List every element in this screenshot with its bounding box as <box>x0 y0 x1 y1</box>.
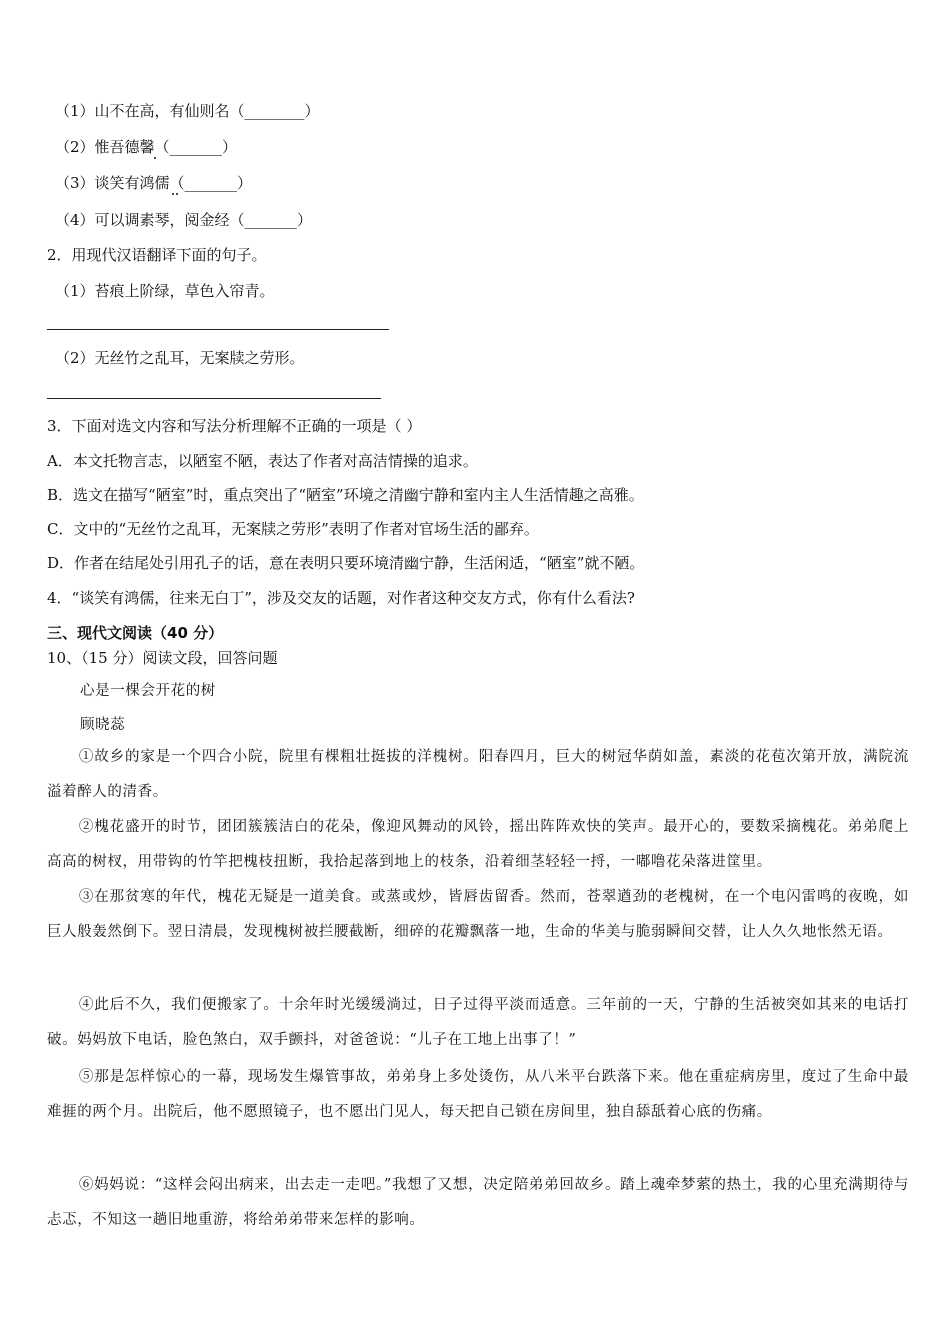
article-title: 心是一棵会开花的树 <box>80 683 216 699</box>
answer-line-1[interactable] <box>47 329 389 330</box>
q3-option-b: B．选文在描写“陋室”时，重点突出了“陋室”环境之清幽宁静和室内主人生活情趣之高雅。 <box>47 486 644 504</box>
article-paragraph-5: ⑤那是怎样惊心的一幕，现场发生爆管事故，弟弟身上多处烫伤，从八米平台跌落下来。他在重症病房里，度过了生命中最难捱的两个月。出院后，他不愿照镜子，也不愿出门见人，每天把自己锁在房间里，独自舔舐着心底的伤痛。 <box>47 1069 909 1120</box>
vocab-item-3: （3）谈笑有鸿儒（_______） <box>55 174 253 192</box>
answer-line-2[interactable] <box>47 398 381 399</box>
q10-stem: 10、（15 分）阅读文段，回答问题 <box>47 649 278 667</box>
q3-option-c: C．文中的“无丝竹之乱耳，无案牍之劳形”表明了作者对官场生活的鄙弃。 <box>47 520 539 538</box>
q4-stem: 4．“谈笑有鸿儒，往来无白丁”，涉及交友的话题，对作者这种交友方式，你有什么看法? <box>47 589 635 607</box>
emphasis-dot-ru-2 <box>176 193 178 195</box>
article-author: 顾晓蕊 <box>80 717 126 733</box>
q2-sentence-2: （2）无丝竹之乱耳，无案牍之劳形。 <box>55 349 305 367</box>
q3-stem: 3．下面对选文内容和写法分析理解不正确的一项是（ ） <box>47 417 422 435</box>
q2-sentence-1: （1）苔痕上阶绿，草色入帘青。 <box>55 282 275 300</box>
emphasis-dot-ru-1 <box>172 193 174 195</box>
article-paragraph-1: ①故乡的家是一个四合小院，院里有棵粗壮挺拔的洋槐树。阳春四月，巨大的树冠华荫如盖，素淡的花苞次第开放，满院流溢着醉人的清香。 <box>47 749 909 800</box>
vocab-item-4: （4）可以调素琴，阅金经（_______） <box>55 211 313 229</box>
article-paragraph-2: ②槐花盛开的时节，团团簇簇洁白的花朵，像迎风舞动的风铃，摇出阵阵欢快的笑声。最开心的，要数采摘槐花。弟弟爬上高高的树杈，用带钩的竹竿把槐枝扭断，我拾起落到地上的枝条，沿着细茎轻轻一捋，一嘟噜花朵落进筐里。 <box>47 819 909 870</box>
vocab-item-2 <box>55 137 237 157</box>
article-paragraph-6: ⑥妈妈说：“这样会闷出病来，出去走一走吧。”我想了又想，决定陪弟弟回故乡。踏上魂牵梦萦的热土，我的心里充满期待与忐忑，不知这一趟旧地重游，将给弟弟带来怎样的影响。 <box>47 1177 909 1228</box>
vocab-item-1: （1）山不在高，有仙则名（________） <box>55 102 320 120</box>
article-paragraph-4: ④此后不久，我们便搬家了。十余年时光缓缓淌过，日子过得平淡而适意。三年前的一天，宁静的生活被突如其来的电话打破。妈妈放下电话，脸色煞白，双手颤抖，对爸爸说：“儿子在工地上出事了！” <box>47 997 909 1048</box>
vocab-item-2-text: （2）惟吾德馨（_______） <box>55 138 238 156</box>
q2-stem: 2．用现代汉语翻译下面的句子。 <box>47 246 267 264</box>
emphasis-dot-xin <box>154 157 156 159</box>
q3-option-a: A．本文托物言志，以陋室不陋，表达了作者对高洁情操的追求。 <box>47 452 478 470</box>
section-heading: 三、现代文阅读（40 分） <box>47 624 224 642</box>
article-paragraph-3: ③在那贫寒的年代，槐花无疑是一道美食。或蒸或炒，皆唇齿留香。然而，苍翠遒劲的老槐树，在一个电闪雷鸣的夜晚，如巨人般轰然倒下。翌日清晨，发现槐树被拦腰截断，细碎的花瓣飘落一地，生命的华美与脆弱瞬间交替，让人久久地怅然无语。 <box>47 889 909 940</box>
q3-option-d: D．作者在结尾处引用孔子的话，意在表明只要环境清幽宁静，生活闲适，“陋室”就不陋。 <box>47 554 645 572</box>
